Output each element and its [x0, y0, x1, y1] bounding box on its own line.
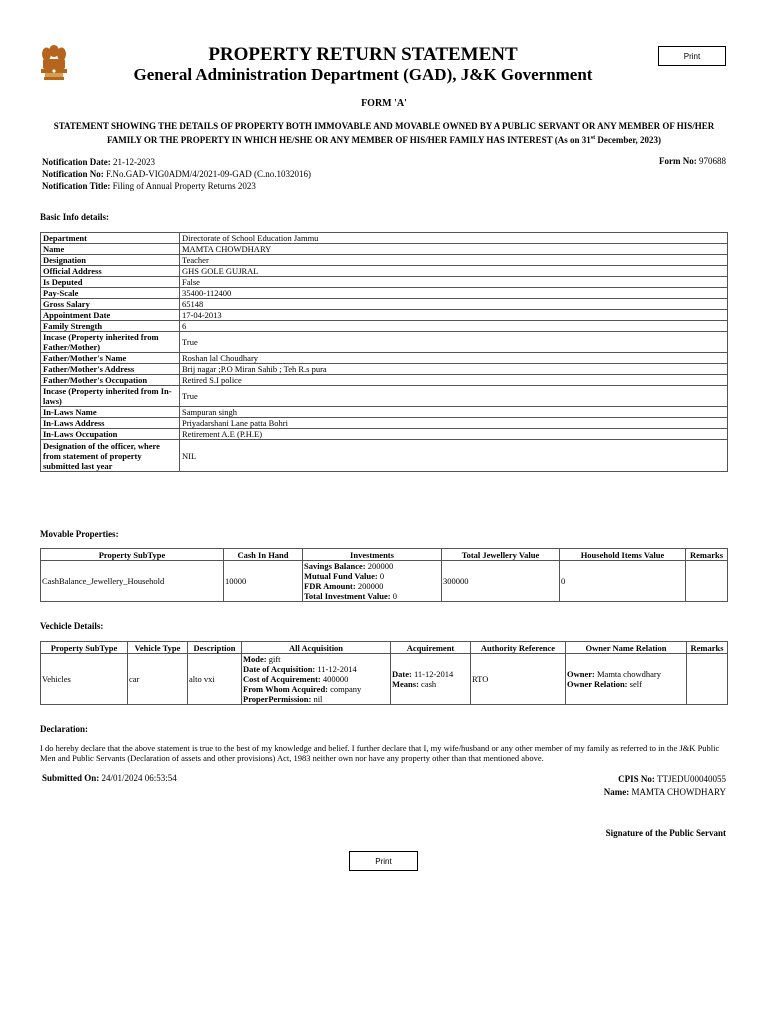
table-row: [41, 266, 728, 277]
vehicle-col-owner: Owner Name Relation: [566, 642, 687, 654]
movable-table: [40, 548, 728, 602]
cpis-block: [604, 773, 726, 799]
signature-label: Signature of the Public Servant: [605, 828, 726, 838]
movable-heading: Movable Properties:: [40, 529, 119, 539]
info-key: Incase (Property inherited from Father/Mother): [41, 332, 180, 353]
movable-col-subtype: Property SubType: [41, 549, 224, 561]
notification-title: Notification Title: Filing of Annual Property Returns 2023: [42, 181, 256, 191]
basic-info-heading: Basic Info details:: [40, 212, 110, 222]
statement-line-1: STATEMENT SHOWING THE DETAILS OF PROPERTY BOTH IMMOVABLE AND MOVABLE OWNED BY A PUBLIC SERVANT OR ANY MEMBER OF HIS/HER: [53, 121, 715, 131]
vehicle-description: alto vxi: [188, 654, 242, 705]
info-key: Designation: [41, 255, 180, 266]
vehicle-remarks: [687, 654, 728, 705]
info-key: Name: [41, 244, 180, 255]
info-value: Directorate of School Education Jammu: [180, 233, 728, 244]
info-key: Pay-Scale: [41, 288, 180, 299]
form-label: FORM 'A': [361, 98, 407, 109]
movable-household: 0: [560, 561, 686, 602]
vehicle-header-row: [41, 642, 728, 654]
declaration-text: I do hereby declare that the above statement is true to the best of my knowledge and belief. I further declare that I, my wife/husband or any other member of my family as referred to in the J&K Public Men and Public Servants (Declaration of assets and other provisions) Act, 1983 neither own nor have any property other than that mentioned above.: [40, 743, 720, 763]
info-value: Brij nagar ;P.O Miran Sahib ; Teh R.s pura: [180, 364, 728, 375]
vehicle-col-type: Vehicle Type: [128, 642, 188, 654]
vehicle-col-authority: Authority Reference: [471, 642, 566, 654]
print-button-top[interactable]: Print: [658, 46, 726, 66]
table-row: [41, 299, 728, 310]
vehicle-subtype: Vehicles: [41, 654, 128, 705]
notification-block: [42, 156, 311, 192]
movable-col-remarks: Remarks: [686, 549, 728, 561]
table-row: [41, 561, 728, 602]
info-value: NIL: [180, 440, 728, 472]
table-row: [41, 375, 728, 386]
declaration-heading: Declaration:: [40, 724, 88, 734]
movable-cash: 10000: [224, 561, 303, 602]
vehicle-col-remarks: Remarks: [687, 642, 728, 654]
vehicle-acquirement: Date: 11-12-2014 Means: cash: [391, 654, 471, 705]
info-value: MAMTA CHOWDHARY: [180, 244, 728, 255]
table-row: [41, 364, 728, 375]
info-value: 6: [180, 321, 728, 332]
info-value: Retirement A.E (P.H.E): [180, 429, 728, 440]
movable-subtype: CashBalance_Jewellery_Household: [41, 561, 224, 602]
table-row: [41, 255, 728, 266]
print-button-bottom[interactable]: Print: [349, 851, 418, 871]
info-value: Retired S.I police: [180, 375, 728, 386]
info-value: 65148: [180, 299, 728, 310]
info-value: Priyadarshani Lane patta Bohri: [180, 418, 728, 429]
info-key: In-Laws Occupation: [41, 429, 180, 440]
info-key: Father/Mother's Name: [41, 353, 180, 364]
table-row: [41, 386, 728, 407]
info-value: False: [180, 277, 728, 288]
info-value: Roshan lal Choudhary: [180, 353, 728, 364]
table-row: [41, 288, 728, 299]
vehicle-heading: Vechicle Details:: [40, 621, 104, 631]
movable-header-row: [41, 549, 728, 561]
info-key: Family Strength: [41, 321, 180, 332]
info-key: Is Deputed: [41, 277, 180, 288]
basic-info-table: [40, 232, 728, 472]
info-key: Appointment Date: [41, 310, 180, 321]
page-title: PROPERTY RETURN STATEMENT: [208, 44, 518, 65]
info-value: Sampuran singh: [180, 407, 728, 418]
vehicle-col-acquisition: All Acquisition: [242, 642, 391, 654]
movable-investments: Savings Balance: 200000 Mutual Fund Value: 0 FDR Amount: 200000 Total Investment Value: 0: [303, 561, 442, 602]
vehicle-authority: RTO: [471, 654, 566, 705]
movable-col-investments: Investments: [303, 549, 442, 561]
movable-jewellery: 300000: [442, 561, 560, 602]
info-value: True: [180, 386, 728, 407]
table-row: [41, 332, 728, 353]
table-row: [41, 233, 728, 244]
form-number: Form No: 970688: [659, 156, 726, 166]
info-key: Designation of the officer, where from statement of property submitted last year: [41, 440, 180, 472]
page-subtitle: General Administration Department (GAD), J&K Government: [133, 65, 593, 84]
vehicle-type: car: [128, 654, 188, 705]
vehicle-col-description: Description: [188, 642, 242, 654]
notification-no: Notification No: F.No.GAD-VIG0ADM/4/2021-09-GAD (C.no.1032016): [42, 169, 312, 179]
info-key: Gross Salary: [41, 299, 180, 310]
notification-date: Notification Date: 21-12-2023: [42, 157, 155, 167]
info-key: Father/Mother's Occupation: [41, 375, 180, 386]
table-row: [41, 244, 728, 255]
submitted-on: Submitted On: 24/01/2024 06:53:54: [42, 773, 177, 783]
vehicle-owner: Owner: Mamta chowdhary Owner Relation: self: [566, 654, 687, 705]
table-row: [41, 321, 728, 332]
info-key: Department: [41, 233, 180, 244]
movable-col-jewellery: Total Jewellery Value: [442, 549, 560, 561]
table-row: [41, 418, 728, 429]
vehicle-col-acquirement: Acquirement: [391, 642, 471, 654]
table-row: [41, 654, 728, 705]
movable-col-cash: Cash In Hand: [224, 549, 303, 561]
info-key: Incase (Property inherited from In-laws): [41, 386, 180, 407]
table-row: [41, 440, 728, 472]
info-value: 35400-112400: [180, 288, 728, 299]
info-value: GHS GOLE GUJRAL: [180, 266, 728, 277]
info-value: 17-04-2013: [180, 310, 728, 321]
vehicle-table: [40, 641, 728, 705]
movable-col-household: Household Items Value: [560, 549, 686, 561]
table-row: [41, 353, 728, 364]
info-value: True: [180, 332, 728, 353]
info-key: In-Laws Name: [41, 407, 180, 418]
vehicle-acquisition: Mode: gift Date of Acquisition: 11-12-2014 Cost of Acquirement: 400000 From Whom Acquired: company ProperPermission: nil: [242, 654, 391, 705]
info-key: Official Address: [41, 266, 180, 277]
table-row: [41, 277, 728, 288]
statement-heading: [40, 120, 728, 146]
info-key: Father/Mother's Address: [41, 364, 180, 375]
table-row: [41, 407, 728, 418]
vehicle-col-subtype: Property SubType: [41, 642, 128, 654]
cpis-no: CPIS No: TTJEDU00040055: [618, 774, 726, 784]
table-row: [41, 310, 728, 321]
statement-line-2: FAMILY OR THE PROPERTY IN WHICH HE/SHE OR ANY MEMBER OF HIS/HER FAMILY HAS INTEREST (As on 31st December, 2023): [106, 135, 662, 145]
info-key: In-Laws Address: [41, 418, 180, 429]
table-row: [41, 429, 728, 440]
info-value: Teacher: [180, 255, 728, 266]
movable-remarks: [686, 561, 728, 602]
declarant-name: Name: MAMTA CHOWDHARY: [603, 787, 726, 797]
